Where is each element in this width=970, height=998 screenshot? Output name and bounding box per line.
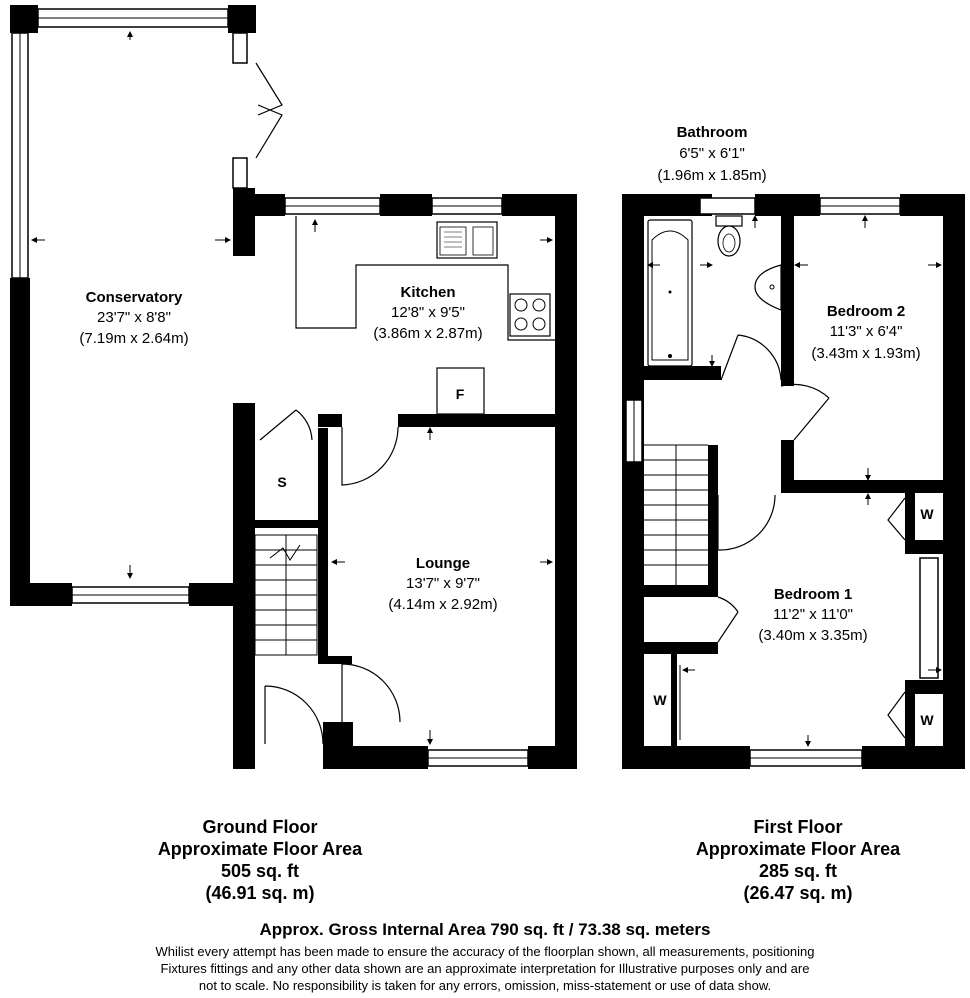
landing-door <box>718 495 775 550</box>
wall <box>323 746 428 769</box>
wall <box>943 493 965 558</box>
wall <box>622 194 644 769</box>
disclaimer-line: Fixtures fittings and any other data shown are an approximate interpretation for Illustrative purposes only and are <box>160 961 810 976</box>
disclaimer <box>60 943 910 994</box>
room-metric-lounge: (4.14m x 2.92m) <box>388 596 498 613</box>
front-door <box>265 686 323 744</box>
wardrobe-door <box>888 692 905 738</box>
toilet <box>716 216 742 256</box>
room-dim-lounge: 13'7" x 9'7" <box>406 575 480 592</box>
wardrobe-door <box>888 498 905 540</box>
wall <box>318 428 328 656</box>
first-floor-sqm: (26.47 sq. m) <box>743 883 853 903</box>
store-door <box>260 410 312 440</box>
wall <box>943 558 965 769</box>
wall <box>905 680 915 746</box>
label-wardrobe: W <box>920 712 934 728</box>
room-name-conservatory: Conservatory <box>85 289 183 306</box>
disclaimer-line: not to scale. No responsibility is taken for any errors, omission, miss-statement or use of data show. <box>198 978 772 993</box>
wall <box>644 642 718 654</box>
label-wardrobe: W <box>653 692 667 708</box>
ground-floor-title: Ground Floor <box>202 817 318 837</box>
gross-internal-area: Approx. Gross Internal Area 790 sq. ft / 73.38 sq. meters <box>259 920 711 939</box>
wall <box>255 520 318 528</box>
kitchen-door <box>342 427 398 485</box>
wall <box>528 746 577 769</box>
wall <box>644 585 718 597</box>
bedroom2-door <box>781 384 829 440</box>
basin <box>755 265 781 310</box>
label-fridge: F <box>455 386 465 402</box>
wall <box>380 194 432 216</box>
room-metric-bedroom2: (3.43m x 1.93m) <box>811 345 921 362</box>
room-metric-bathroom: (1.96m x 1.85m) <box>657 167 767 184</box>
ground-floor-subtitle: Approximate Floor Area <box>157 839 363 859</box>
wall <box>781 214 794 386</box>
room-name-kitchen: Kitchen <box>400 284 456 301</box>
window <box>920 558 938 678</box>
room-name-bathroom: Bathroom <box>676 124 748 141</box>
wall <box>10 5 38 33</box>
cupboard-door <box>718 597 738 642</box>
first-floor-title: First Floor <box>753 817 843 837</box>
wall <box>233 403 255 769</box>
first-floor-subtitle: Approximate Floor Area <box>695 839 901 859</box>
stairs <box>644 445 708 585</box>
lounge-door <box>342 664 400 722</box>
window <box>700 198 755 214</box>
wall <box>233 194 285 216</box>
room-dim-bedroom1: 11'2" x 11'0" <box>772 606 854 623</box>
hob <box>510 294 550 336</box>
wall <box>708 445 718 590</box>
room-dim-bathroom: 6'5" x 6'1" <box>679 145 745 162</box>
wall <box>398 414 555 427</box>
wall <box>555 194 577 769</box>
ground-floor-sqm: (46.91 sq. m) <box>205 883 315 903</box>
room-name-lounge: Lounge <box>415 555 471 572</box>
wall <box>622 746 750 769</box>
window <box>233 158 247 188</box>
wall <box>10 278 30 606</box>
window <box>233 33 247 63</box>
wall <box>943 194 965 494</box>
room-dim-kitchen: 12'8" x 9'5" <box>391 304 465 321</box>
wall <box>671 654 677 746</box>
wall <box>10 583 72 606</box>
first-floor-summary <box>648 816 948 904</box>
room-metric-bedroom1: (3.40m x 3.35m) <box>758 627 868 644</box>
wall <box>228 5 256 33</box>
room-name-bedroom1: Bedroom 1 <box>773 586 853 603</box>
wall <box>318 656 352 664</box>
wall <box>905 493 915 548</box>
label-wardrobe: W <box>920 506 934 522</box>
wall <box>644 366 721 380</box>
room-name-bedroom2: Bedroom 2 <box>826 303 906 320</box>
french-door <box>256 63 282 158</box>
room-dim-conservatory: 23'7" x 8'8" <box>97 309 171 326</box>
wall <box>318 414 342 427</box>
room-metric-kitchen: (3.86m x 2.87m) <box>373 325 483 342</box>
wall <box>862 746 965 769</box>
ground-floor-summary <box>110 816 410 904</box>
wall <box>781 480 965 493</box>
disclaimer-line: Whilist every attempt has been made to ensure the accuracy of the floorplan shown, all measurements, positioning <box>155 944 815 959</box>
wall <box>755 194 820 216</box>
stairs <box>255 535 317 655</box>
room-dim-bedroom2: 11'3" x 6'4" <box>829 323 903 340</box>
first-floor-plan <box>622 124 965 769</box>
label-store: S <box>277 474 287 490</box>
room-metric-conservatory: (7.19m x 2.64m) <box>79 330 189 347</box>
bathroom-door <box>721 335 781 380</box>
ground-floor-sqft: 505 sq. ft <box>220 861 300 881</box>
first-floor-sqft: 285 sq. ft <box>758 861 838 881</box>
ground-floor-plan <box>10 5 577 769</box>
